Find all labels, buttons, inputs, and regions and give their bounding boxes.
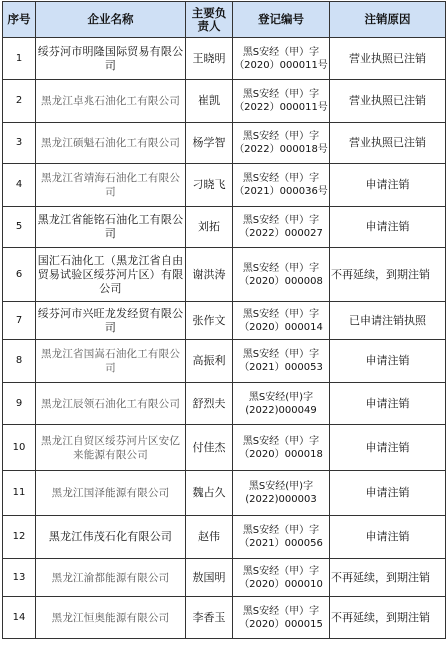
table-row [3,248,446,302]
cell-no: 1 [3,38,36,80]
cell-no: 6 [3,248,36,302]
cell-company: 黑龙江国泽能源有限公司 [36,471,186,516]
cell-regno: 黑S安经(甲)字(2022)000003 [233,471,330,516]
cell-regno: 黑S安经（甲）字（2020）000011号 [233,38,330,80]
cell-regno: 黑S安经（甲）字（2022）000018号 [233,123,330,164]
cell-no: 5 [3,207,36,248]
cell-regno: 黑S安经(甲)字(2022)000049 [233,383,330,425]
cell-regno: 黑S安经（甲）字（2022）000027 [233,207,330,248]
cell-company: 黑龙江卓兆石油化工有限公司 [36,80,186,123]
cell-no: 10 [3,425,36,471]
cell-regno: 黑S安经（甲）字（2020）000010 [233,559,330,597]
table-row [3,38,446,80]
table-row [3,340,446,383]
cell-regno: 黑S安经（甲）字（2021）000036号 [233,164,330,207]
cell-regno: 黑S安经（甲）字（2020）000008 [233,248,330,302]
cell-person: 谢洪涛 [186,248,233,302]
cell-company: 绥芬河市明隆国际贸易有限公司 [36,38,186,80]
cell-company: 黑龙江伟茂石化有限公司 [36,516,186,559]
cell-no: 14 [3,597,36,639]
cell-person: 崔凯 [186,80,233,123]
cell-company: 黑龙江自贸区绥芬河片区安亿来能源有限公司 [36,425,186,471]
cell-regno: 黑S安经（甲）字（2020）000015 [233,597,330,639]
cell-regno: 黑S安经（甲）字（2020）000018 [233,425,330,471]
cell-reason: 已申请注销执照 [330,302,446,340]
table-row [3,123,446,164]
cell-reason: 不再延续，到期注销 [330,559,446,597]
cell-person: 刁晓飞 [186,164,233,207]
cell-person: 舒烈夫 [186,383,233,425]
header-company: 企业名称 [36,2,186,38]
cell-reason: 申请注销 [330,340,446,383]
cell-no: 7 [3,302,36,340]
cell-no: 2 [3,80,36,123]
cell-company: 黑龙江渝都能源有限公司 [36,559,186,597]
cell-no: 9 [3,383,36,425]
cell-person: 付佳杰 [186,425,233,471]
cell-company: 绥芬河市兴旺龙发经贸有限公司 [36,302,186,340]
header-regno: 登记编号 [233,2,330,38]
table-row [3,302,446,340]
cell-no: 13 [3,559,36,597]
cell-person: 李香玉 [186,597,233,639]
cell-reason: 申请注销 [330,471,446,516]
table-row [3,383,446,425]
table-row [3,597,446,639]
cell-reason: 申请注销 [330,516,446,559]
cell-person: 张作文 [186,302,233,340]
table-row [3,425,446,471]
cell-regno: 黑S安经（甲）字（2021）000056 [233,516,330,559]
cell-regno: 黑S安经（甲）字（2021）000053 [233,340,330,383]
header-person: 主要负责人 [186,2,233,38]
table-row [3,559,446,597]
cell-company: 黑龙江辰领石油化工有限公司 [36,383,186,425]
cell-person: 杨学智 [186,123,233,164]
cell-company: 国汇石油化工（黑龙江省自由贸易试验区绥芬河片区）有限公司 [36,248,186,302]
cell-company: 黑龙江省靖海石油化工有限公司 [36,164,186,207]
cell-company: 黑龙江硕魁石油化工有限公司 [36,123,186,164]
cell-person: 刘拓 [186,207,233,248]
cell-person: 高振利 [186,340,233,383]
cell-reason: 不再延续，到期注销 [330,597,446,639]
header-no: 序号 [3,2,36,38]
cell-company: 黑龙江省能铭石油化工有限公司 [36,207,186,248]
cell-no: 11 [3,471,36,516]
cell-person: 赵伟 [186,516,233,559]
deregistration-table [2,1,446,639]
cell-person: 王晓明 [186,38,233,80]
cell-reason: 营业执照已注销 [330,123,446,164]
cell-no: 3 [3,123,36,164]
cell-regno: 黑S安经（甲）字（2022）000011号 [233,80,330,123]
cell-company: 黑龙江恒奥能源有限公司 [36,597,186,639]
table-row [3,80,446,123]
cell-reason: 申请注销 [330,425,446,471]
header-row [3,2,446,38]
cell-person: 敖国明 [186,559,233,597]
cell-reason: 营业执照已注销 [330,80,446,123]
cell-no: 12 [3,516,36,559]
cell-reason: 不再延续，到期注销 [330,248,446,302]
cell-reason: 营业执照已注销 [330,38,446,80]
table-row [3,471,446,516]
cell-regno: 黑S安经（甲）字（2020）000014 [233,302,330,340]
cell-person: 魏占久 [186,471,233,516]
table-row [3,164,446,207]
cell-reason: 申请注销 [330,207,446,248]
cell-company: 黑龙江省国嵩石油化工有限公司 [36,340,186,383]
cell-no: 4 [3,164,36,207]
table-row [3,207,446,248]
header-reason: 注销原因 [330,2,446,38]
cell-no: 8 [3,340,36,383]
cell-reason: 申请注销 [330,164,446,207]
cell-reason: 申请注销 [330,383,446,425]
table-row [3,516,446,559]
